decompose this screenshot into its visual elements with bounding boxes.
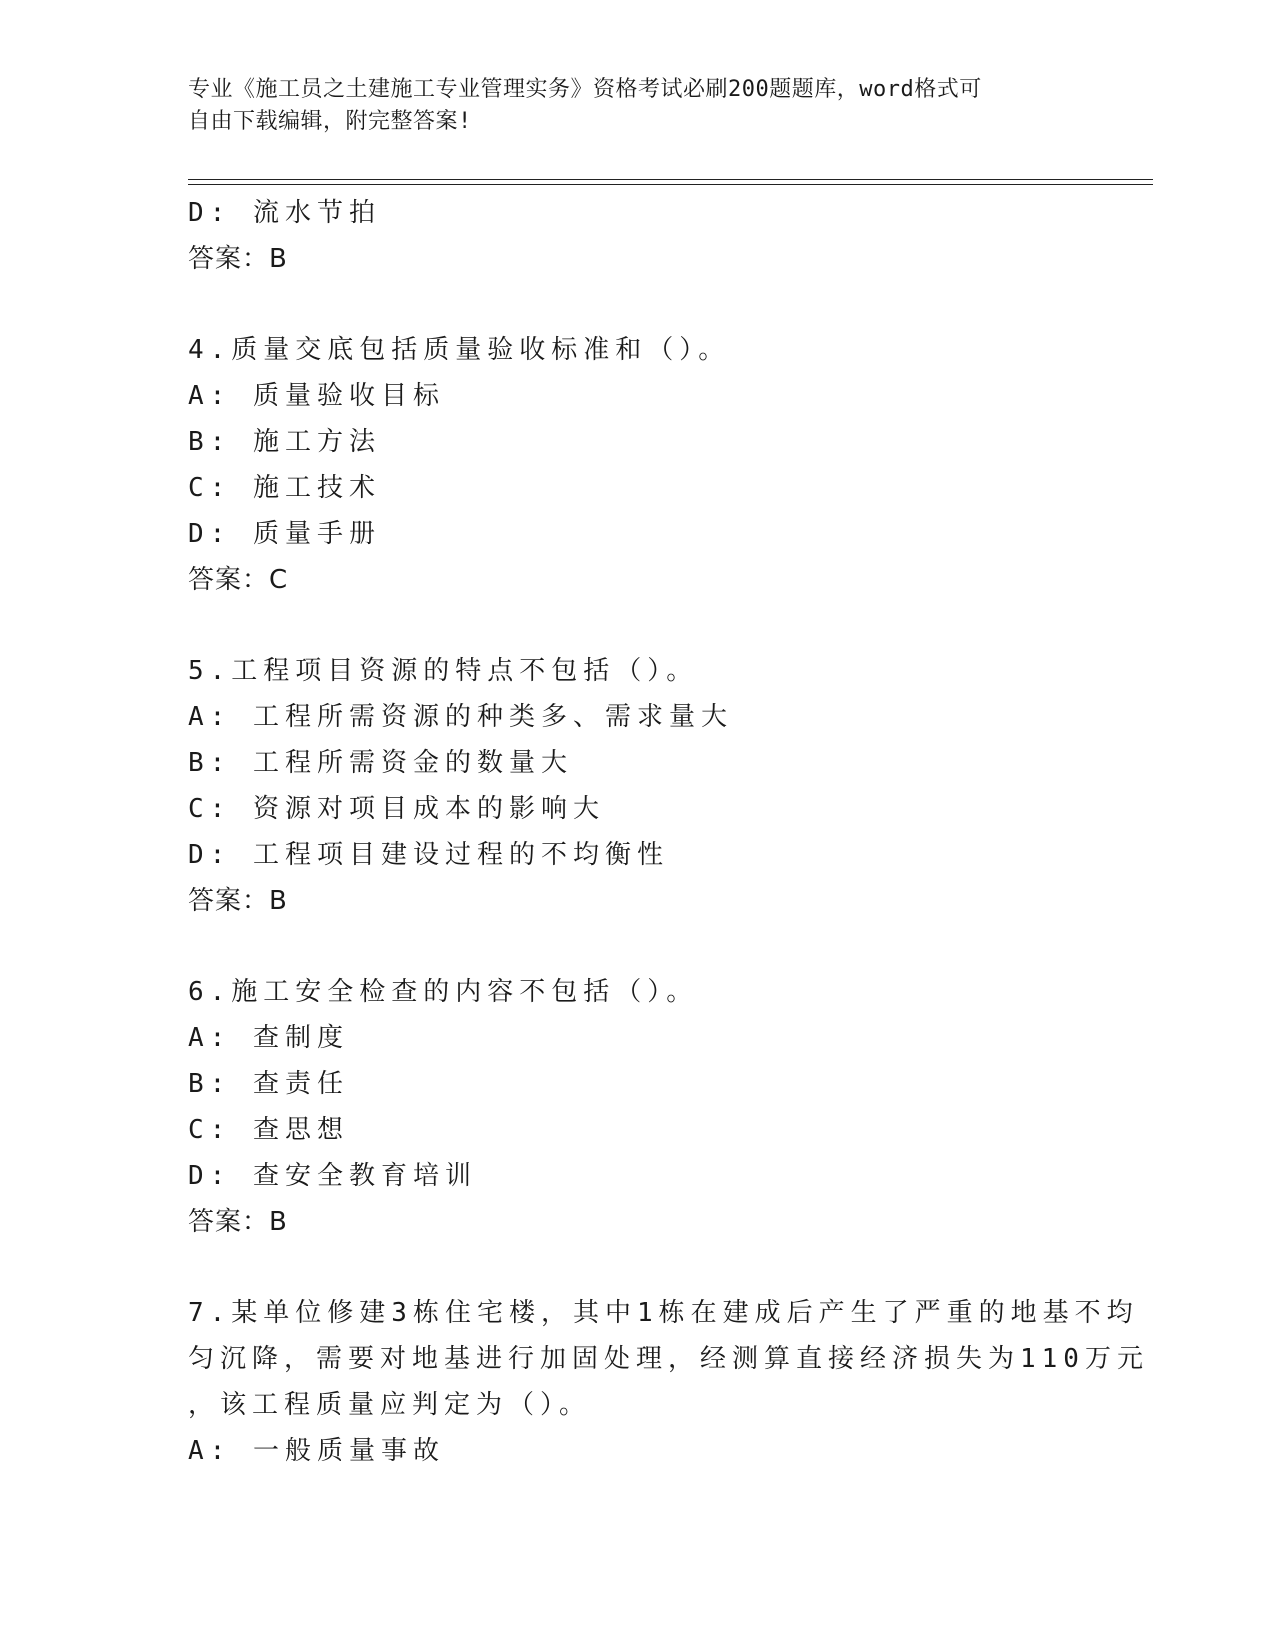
option-b: B: 查责任 [188,1069,349,1099]
document-header [188,74,1088,138]
option-b: B: 工程所需资金的数量大 [188,748,573,778]
question-list [188,190,1149,1474]
spacer [188,603,1088,648]
option-a: A: 质量验收目标 [188,381,445,411]
answer-line: 答案：B [188,886,288,916]
option-a: A: 一般质量事故 [188,1436,445,1466]
answer-line: 答案：C [188,565,289,595]
option-d: D: 流水节拍 [188,198,381,228]
option-a: A: 工程所需资源的种类多、需求量大 [188,702,733,732]
question-stem: 4.质量交底包括质量验收标准和（）。 [188,335,731,365]
header-line-1: 专业《施工员之土建施工专业管理实务》资格考试必刷200题题库，word格式可 [188,77,982,102]
option-c: C: 施工技术 [188,473,381,503]
option-d: D: 质量手册 [188,519,381,549]
question-7 [188,1290,1149,1474]
option-c: C: 查思想 [188,1115,349,1145]
option-d: D: 工程项目建设过程的不均衡性 [188,840,669,870]
option-d: D: 查安全教育培训 [188,1161,477,1191]
header-divider-top [188,179,1153,180]
option-a: A: 查制度 [188,1023,349,1053]
question-stem-line-2: 匀沉降，需要对地基进行加固处理，经测算直接经济损失为110万元 [188,1344,1149,1374]
question-stem-line-3: ，该工程质量应判定为（）。 [188,1390,592,1420]
question-5 [188,648,1088,924]
header-line-2: 自由下载编辑，附完整答案! [188,109,472,134]
option-b: B: 施工方法 [188,427,381,457]
question-6 [188,969,1088,1245]
spacer [188,924,1088,969]
header-divider-bottom [188,184,1153,185]
answer-line: 答案：B [188,1207,288,1237]
question-stem-line-1: 7.某单位修建3栋住宅楼，其中1栋在建成后产生了严重的地基不均 [188,1298,1139,1328]
question-stem: 5.工程项目资源的特点不包括（）。 [188,656,699,686]
spacer [188,282,1088,327]
spacer [188,1245,1088,1290]
answer-line: 答案：B [188,244,288,274]
question-stem: 6.施工安全检查的内容不包括（）。 [188,977,699,1007]
question-4 [188,327,1088,603]
option-c: C: 资源对项目成本的影响大 [188,794,605,824]
